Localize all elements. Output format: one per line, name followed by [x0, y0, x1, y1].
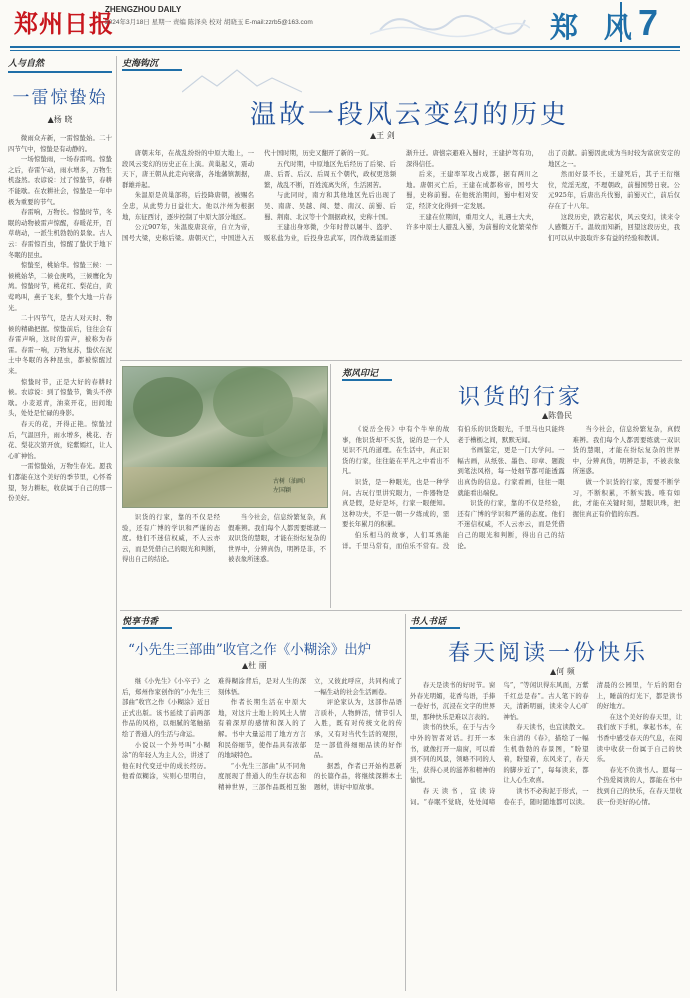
- paragraph: 据悉，作者已开始构思新的长篇作品，将继续深耕本土题材，讲好中原故事。: [314, 761, 402, 791]
- paragraph: 伯乐相马的故事，人们耳熟能详。千里马常有，而伯乐不常有。没有伯乐的识货眼光，千里马也只能终老于槽枥之间，默默无闻。: [342, 425, 565, 550]
- paragraph: 当今社会，信息纷繁复杂，真假难辨。我们每个人都需要练就一双识货的慧眼，才能在纷纭复杂的世界中，分辨真伪，明辨是非，不被表象所迷惑。: [228, 513, 326, 564]
- paragraph: 做一个识货的行家，需要不断学习，不断积累，不断实践。唯有如此，才能在关键时刻，慧眼识珠，把握住真正有价值的东西。: [572, 477, 680, 518]
- paragraph: 小说以一个外号叫“小糊涂”的年轻人为主人公，讲述了他在时代变迁中的成长经历。他看似糊涂，实则心里明白，难得糊涂背后，是对人生的深刻体悟。: [122, 677, 306, 781]
- article-headline: “小先生三部曲”收官之作《小糊涂》出炉: [128, 642, 372, 658]
- article-history: [122, 56, 680, 356]
- section-title: 郑 风: [550, 11, 640, 44]
- paragraph: 识货，是一种眼光，也是一种学问。古玩行里讲究眼力，一件器物是真是假，是好是坏，行家一眼便知。这种功夫，不是一朝一夕练成的，需要长年累月的积累。: [342, 477, 450, 529]
- photo-caption-inline: [273, 477, 323, 505]
- dateline: 2024年3月18日 星期一 责编 陈泽央 校对 胡晓玉 E-mail:zzrb5@163.com: [105, 19, 313, 26]
- paragraph: 春天读书，宜读诗词。“春眠不觉晓，处处闻啼鸟”，“等闲识得东风面，万紫千红总是春”。古人笔下的春天，清新明丽，读来令人心旷神怡。: [410, 681, 589, 806]
- article-body: [8, 133, 112, 983]
- paragraph: 惊蛰至，桃始华。惊蛰三候：一候桃始华，二候仓庚鸣，三候鹰化为鸠。惊蛰时节，桃花红、梨花白，黄莺鸣叫，燕子飞来，整个大地一片春光。: [8, 261, 112, 312]
- article-connoisseur: [342, 366, 680, 606]
- article-body: [122, 148, 680, 356]
- article-trilogy: [122, 614, 402, 990]
- paragraph: 书画鉴定，更是一门大学问。一幅古画，从纸张、墨色、印章、题跋到笔法风格，每一处细节都可能透露出真伪的信息。行家看画，往往一眼就能看出端倪。: [457, 446, 565, 497]
- kicker-rule: [122, 627, 172, 629]
- paragraph: 继《小先生》《小卒子》之后，郑州作家创作的“小先生三部曲”收官之作《小糊涂》近日正式出版。该书延续了前两部作品的风格，以细腻的笔触描绘了普通人的生活与命运。: [122, 677, 210, 738]
- paragraph: 一场惊蛰雨，一场春雷鸣。惊蛰之后，春雷乍动，雨水增多，万物生机盎然。农谚说：过了惊蛰节，春耕不能歇。在农耕社会，惊蛰是一年中极为重要的节气。: [8, 155, 112, 206]
- kicker-rule: [122, 69, 182, 71]
- article-body: [342, 424, 680, 604]
- paragraph: 然而好景不长，王建死后，其子王衍继位，荒淫无度，不理朝政，前蜀国势日衰。公元925年，后唐出兵伐蜀，前蜀灭亡，前后仅存在了十八年。: [548, 170, 680, 210]
- paragraph: 春雷响，万物长。惊蛰时节，冬眠的动物被雷声惊醒，春暖花开，百草萌动，一派生机勃勃的景象。古人云：春雷惊百虫，惊醒了蛰伏于地下冬眠的昆虫。: [8, 208, 112, 259]
- article-byline: ▲王 剑: [370, 131, 395, 140]
- english-title: ZHENGZHOU DAILY: [105, 5, 182, 14]
- article-headline: 春天阅读一份快乐: [448, 641, 649, 666]
- photo-caption-title: 古树（油画）: [273, 478, 310, 485]
- article-headline: 一雷惊蛰始: [12, 88, 108, 108]
- article-byline: ▲陈鲁民: [542, 411, 573, 420]
- paragraph: 王建在位期间，重用文人，礼遇士大夫，许多中原士人避乱入蜀，为前蜀的文化繁荣作出了贡献。前蜀因此成为当时较为富庶安定的地区之一。: [406, 149, 680, 232]
- page-number: 7: [638, 2, 659, 43]
- paragraph: 惊蛰时节，正是大好的春耕时候。农谚说：到了惊蛰节，锄头不停歇。小麦返青，油菜开花，田间地头，处处是忙碌的身影。: [8, 377, 112, 418]
- paragraph: 五代时期，中原地区先后经历了后梁、后唐、后晋、后汉、后周五个朝代，政权更迭频繁，战乱不断，百姓流离失所，生活困苦。: [264, 159, 396, 189]
- article-body: [122, 676, 402, 988]
- paragraph: 春天的花，开得正艳。惊蛰过后，气温回升，雨水增多，桃花、杏花、梨花次第开放，姹紫嫣红，让人心旷神怡。: [8, 420, 112, 460]
- kicker-rule: [8, 71, 112, 73]
- article-body: [410, 680, 682, 990]
- paragraph: 唐朝末年，在战乱纷纷的中原大地上，一段风云变幻的历史正在上演。黄巢起义，震动天下，唐王朝从此走向衰落，各地藩镇割据，群雄并起。: [122, 149, 254, 189]
- photo-caption-author: 左国颖: [273, 487, 292, 494]
- paragraph: 王建出身寒微，少年时曾以屠牛、盗驴、贩私盐为业，后投身忠武军，因作战勇猛而逐渐升迁。唐僖宗避难入蜀时，王建护驾有功，深得信任。: [264, 149, 538, 242]
- section-kicker: 悦享书香: [122, 617, 159, 627]
- article-headline: 识货的行家: [458, 385, 584, 410]
- paragraph: 识货的行家，靠的不仅是经验，还有广博的学识和严谨的态度。他们不迷信权威，不人云亦云，而是凭借自己的眼光和判断，得出自己的结论。: [457, 499, 565, 550]
- paragraph: 当今社会，信息纷繁复杂，真假难辨。我们每个人都需要练就一双识货的慧眼，才能在纷纭复杂的世界中，分辨真伪，明辨是非，不被表象所迷惑。: [572, 425, 680, 476]
- article-byline: ▲杜 丽: [242, 661, 267, 670]
- newspaper-logo: 郑州日报: [14, 9, 114, 38]
- oil-painting-photo: [122, 366, 328, 508]
- paragraph: 《说岳全传》中有个牛皋的故事，他识货却不买货，说的是一个人见识不凡的道理。在生活中，真正识货的行家，往往能在平凡之中看出不凡。: [342, 425, 450, 476]
- section-kicker: 郑风印记: [342, 369, 379, 379]
- decorative-mountains: [182, 64, 302, 94]
- article-byline: ▲何 频: [550, 667, 575, 676]
- column-divider: [116, 56, 117, 991]
- section-divider: [120, 610, 682, 611]
- paragraph: 微雨众卉新，一雷惊蛰始。二十四节气中，惊蛰是有动静的。: [8, 134, 112, 153]
- paragraph: 春天读书，也宜读散文。朱自清的《春》，描绘了一幅生机勃勃的春景图，“盼望着，盼望着，东风来了，春天的脚步近了”，每每读来，都让人心生欢喜。: [503, 723, 589, 785]
- article-connoisseur-continued: [122, 512, 326, 606]
- kicker-rule: [342, 379, 392, 381]
- paragraph: 春光不负读书人。愿每一个热爱阅读的人，都能在书中找到自己的快乐，在春天里收获一份美好的心情。: [596, 765, 682, 806]
- paragraph: 这段历史，跌宕起伏，风云变幻，读来令人感慨万千。温故而知新，回望这段历史，我们可以从中汲取许多有益的经验和教训。: [548, 212, 680, 242]
- paragraph: “小先生三部曲”从不同角度展现了普通人的生存状态和精神世界，三部作品既相互独立，又彼此呼应，共同构成了一幅生动的社会生活画卷。: [218, 677, 402, 791]
- paragraph: 作者长期生活在中原大地，对这片土地上的风土人情有着深厚的感情和深入的了解。书中大量运用了地方方言和民俗细节，使作品具有浓郁的地域特色。: [218, 698, 306, 760]
- mountain-icon: [182, 64, 302, 94]
- section-kicker: 书人书话: [410, 617, 447, 627]
- paragraph: 朱温原是黄巢部将，后投降唐朝，被赐名全忠，从此势力日益壮大。他以汴州为根据地，东征西讨，逐步控制了中原大部分地区。: [122, 191, 254, 221]
- paragraph: 识货的行家，靠的不仅是经验，还有广博的学识和严谨的态度。他们不迷信权威，不人云亦云，而是凭借自己的眼光和判断，得出自己的结论。: [122, 513, 220, 564]
- article-headline: 温故一段风云变幻的历史: [250, 100, 570, 130]
- paragraph: 在这个美好的春天里，让我们放下手机，拿起书本，在书香中感受春天的气息，在阅读中收获一份属于自己的快乐。: [596, 712, 682, 764]
- article-thunder: [8, 56, 112, 983]
- masthead: [0, 0, 690, 48]
- paragraph: 读书不必拘泥于形式，一卷在手，随时随地都可以读。清晨的公园里，午后的阳台上，睡前的灯光下，都是读书的好地方。: [503, 681, 682, 806]
- masthead-rule: [10, 46, 680, 48]
- tree-shape: [263, 397, 323, 457]
- paragraph: 二十四节气，是古人对天时、物候的精确把握。惊蛰前后，往往会有春雷声响，这时的雷声，被称为春雷。春雷一响，万物复苏，蛰伏在泥土中冬眠的各种昆虫，都被惊醒过来。: [8, 314, 112, 376]
- masthead-rule-thin: [10, 50, 680, 51]
- column-kicker: 人与自然: [8, 59, 45, 69]
- section-kicker: 史海钩沉: [122, 59, 159, 69]
- paragraph: 与此同时，南方和其他地区先后出现了吴、南唐、吴越、闽、楚、南汉、前蜀、后蜀、荆南、北汉等十个割据政权，史称十国。: [264, 191, 396, 221]
- article-byline: ▲杨 晓: [47, 115, 73, 124]
- paragraph: 评论家认为，这部作品语言质朴，人物鲜活，情节引人入胜，既有对传统文化的传承，又有对当代生活的观照，是一部值得细细品读的好作品。: [314, 698, 402, 760]
- paragraph: 公元907年，朱温废唐哀帝，自立为帝，国号大梁，史称后梁。唐朝灭亡，中国进入五代十国时期，历史又翻开了新的一页。: [122, 149, 373, 242]
- cloud-pattern-icon: [370, 8, 530, 38]
- paragraph: 后来，王建率军攻占成都，据有两川之地。唐朝灭亡后，王建在成都称帝，国号大蜀，史称前蜀。在他统治期间，蜀中相对安定，经济文化得到一定发展。: [406, 170, 538, 210]
- masthead-decoration: [370, 8, 530, 38]
- section-divider: [120, 360, 682, 361]
- paragraph: 读书的快乐，在于与古今中外的智者对话。打开一本书，就像打开一扇窗，可以看到不同的风景，领略不同的人生，获得心灵的滋养和精神的愉悦。: [410, 723, 496, 785]
- column-divider: [330, 364, 331, 608]
- paragraph: 一雷惊蛰始，万物生春光。愿我们都能在这个美好的季节里，心怀希望，努力耕耘，收获属于自己的那一份美好。: [8, 462, 112, 503]
- paragraph: 春天是读书的好时节。窗外春光明媚，花香鸟语，手捧一卷好书，沉浸在文字的世界里，那种快乐是难以言表的。: [410, 681, 496, 721]
- column-divider: [405, 614, 406, 991]
- tree-shape: [133, 377, 203, 437]
